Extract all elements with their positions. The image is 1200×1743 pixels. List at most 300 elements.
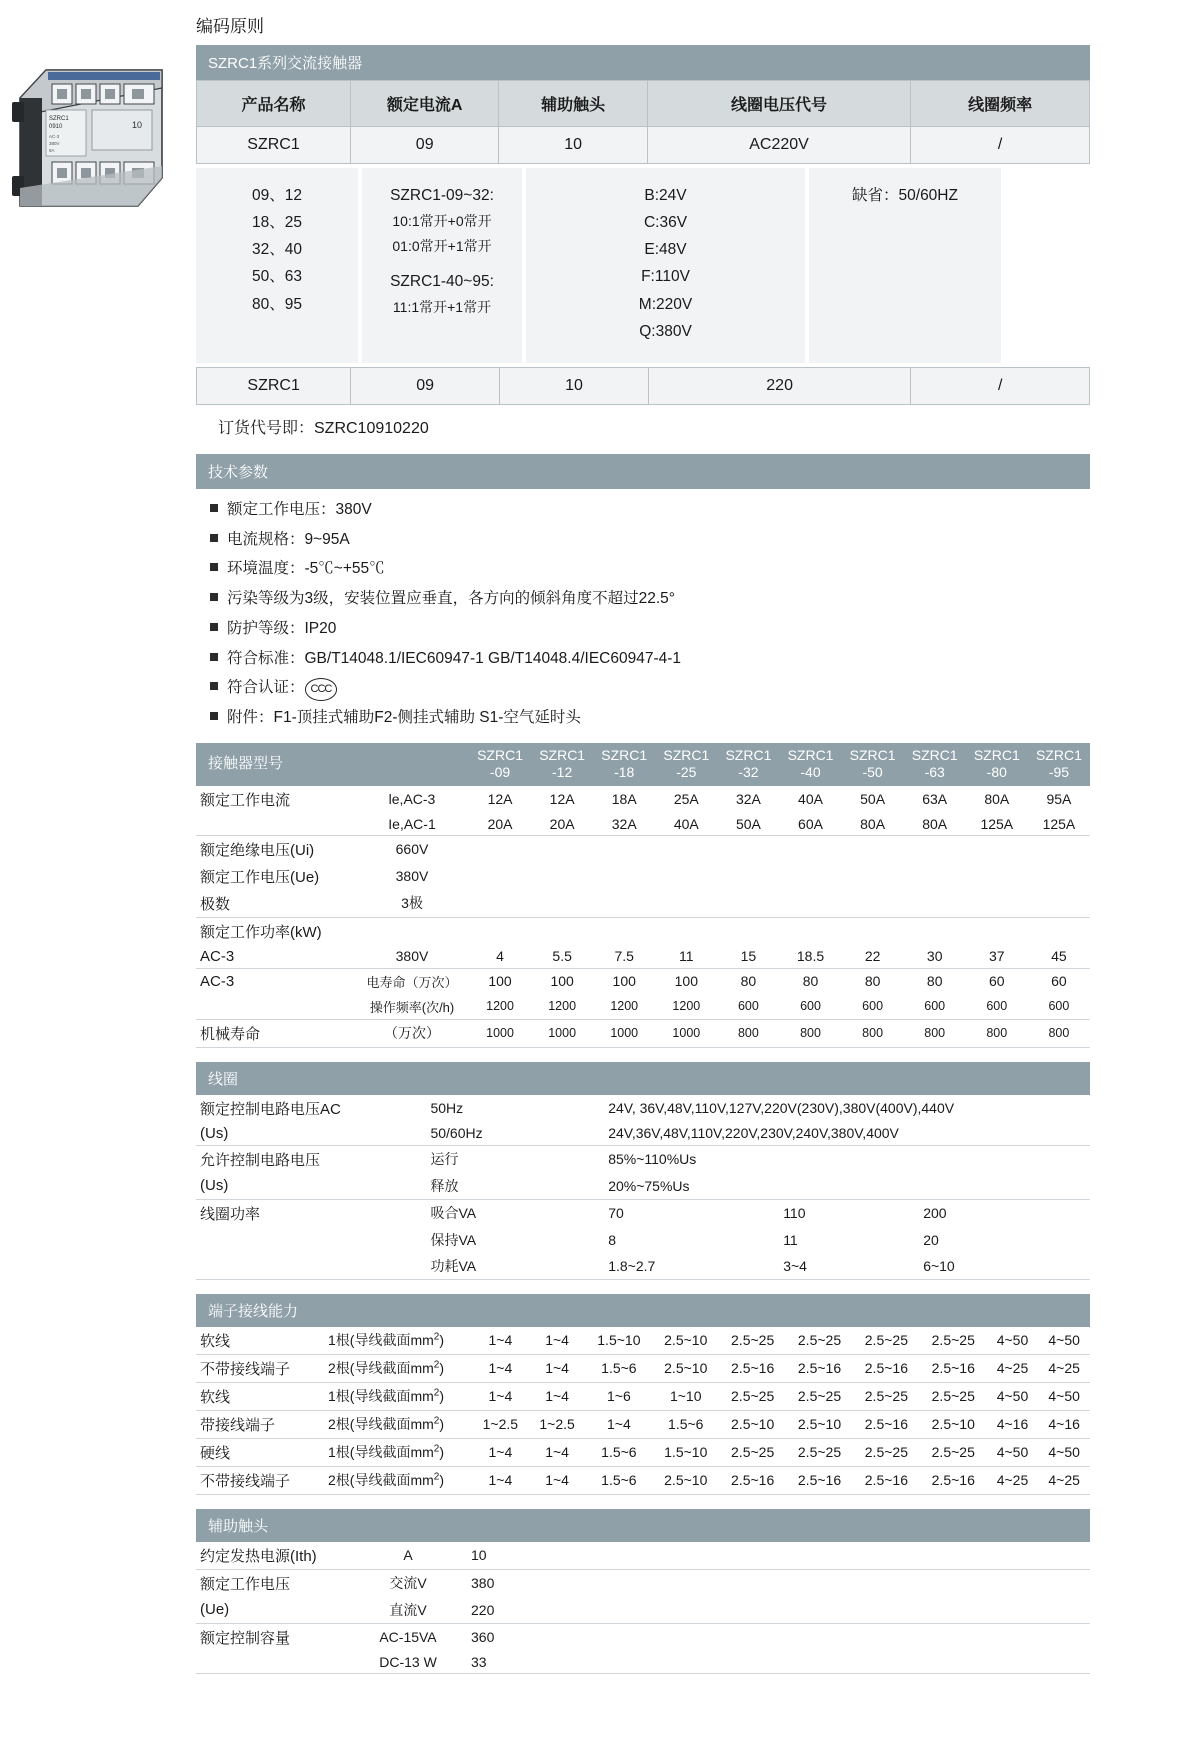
detail-aux-line: 10:1常开+0常开 bbox=[392, 213, 492, 230]
table-row bbox=[196, 786, 1090, 813]
cell: 80 bbox=[802, 973, 819, 990]
svg-text:0910: 0910 bbox=[49, 124, 63, 130]
cell: 2.5~25 bbox=[853, 1438, 920, 1466]
cell: 1~4 bbox=[529, 1466, 586, 1494]
cell: 2.5~25 bbox=[786, 1438, 853, 1466]
tech-spec-text: 额定工作电压：380V bbox=[227, 500, 372, 518]
cell: 4~16 bbox=[987, 1410, 1039, 1438]
cell: 660V bbox=[395, 841, 429, 858]
tech-spec-item bbox=[210, 525, 1090, 555]
cell: 4~50 bbox=[1038, 1438, 1090, 1466]
model-code: -18 bbox=[614, 764, 635, 781]
cell: 4~50 bbox=[987, 1438, 1039, 1466]
row-sub-label: 运行 bbox=[430, 1151, 459, 1168]
row-sub-label: 2根(导线截面mm bbox=[328, 1472, 434, 1489]
table-row bbox=[196, 1095, 1090, 1122]
row-sub-label: 380V bbox=[355, 945, 469, 969]
cell: 20 bbox=[923, 1231, 939, 1248]
cell: 2.5~16 bbox=[719, 1354, 786, 1382]
cell: 100 bbox=[674, 973, 698, 990]
cell: 380V bbox=[395, 868, 429, 885]
tech-spec-text: 符合认证： bbox=[227, 679, 305, 697]
tech-spec-item bbox=[210, 614, 1090, 644]
row-sub-sup: 2 bbox=[433, 1387, 440, 1399]
cell: 4~25 bbox=[1038, 1466, 1090, 1494]
cell: 2.5~25 bbox=[920, 1327, 987, 1355]
cell: 50A bbox=[717, 813, 779, 836]
tech-spec-item bbox=[210, 554, 1090, 584]
row-sub-sup: 2 bbox=[433, 1359, 440, 1371]
detail-current-line: 80、95 bbox=[252, 295, 302, 313]
main-table-row-header-label: 接触器型号 bbox=[196, 743, 355, 786]
cell: 800 bbox=[779, 1019, 841, 1047]
cell: 1200 bbox=[593, 994, 655, 1020]
model-code: -95 bbox=[1048, 764, 1070, 781]
row-label: 软线 bbox=[196, 1382, 324, 1410]
row-sub-label: 吸合VA bbox=[430, 1205, 477, 1222]
row-label: (Us) bbox=[196, 1122, 426, 1146]
table-row bbox=[196, 1597, 1090, 1624]
model-code: -25 bbox=[676, 764, 697, 781]
detail-freq-line: 缺省：50/60HZ bbox=[852, 187, 958, 204]
row-label bbox=[196, 1651, 349, 1674]
row-label: AC-3 bbox=[196, 945, 355, 969]
cell: 125A bbox=[966, 813, 1028, 836]
cell: 95A bbox=[1046, 791, 1072, 808]
cell: 1~4 bbox=[529, 1327, 586, 1355]
detail-aux-line: SZRC1-40~95: bbox=[390, 273, 494, 291]
row-sub-label: 1根(导线截面mm bbox=[328, 1388, 434, 1405]
cell: 30 bbox=[904, 945, 966, 969]
cell: 2.5~10 bbox=[652, 1466, 719, 1494]
cell: 4~50 bbox=[1038, 1382, 1090, 1410]
row-label bbox=[196, 1253, 426, 1280]
cell: 2.5~25 bbox=[786, 1327, 853, 1355]
row-sub-sup: 2 bbox=[433, 1331, 440, 1343]
bullet-square-icon bbox=[210, 712, 218, 720]
bullet-square-icon bbox=[210, 563, 218, 571]
model-name: SZRC1 bbox=[601, 746, 648, 763]
cell: 100 bbox=[488, 973, 512, 990]
cell: 1200 bbox=[531, 994, 593, 1020]
tech-spec-item bbox=[210, 673, 1090, 703]
model-name: SZRC1 bbox=[1035, 746, 1082, 763]
model-name: SZRC1 bbox=[973, 746, 1020, 763]
row-label: 硬线 bbox=[196, 1438, 324, 1466]
code-rule-example-cell: / bbox=[911, 127, 1090, 164]
model-name: SZRC1 bbox=[849, 746, 896, 763]
cell: 24V, 36V,48V,110V,127V,220V(230V),380V(400V),440V bbox=[608, 1100, 955, 1117]
row-label: 额定工作电压(Ue) bbox=[200, 868, 320, 886]
cell: 2.5~25 bbox=[920, 1438, 987, 1466]
cell: 100 bbox=[550, 973, 574, 990]
code-rule-example-cell: SZRC1 bbox=[197, 127, 351, 164]
table-row: 不带接线端子 2根(导线截面$mm^2$) 1~4 1~4 1.5~6 2.5~10 2.5~16 2.5~16 2.5~16 2.5~16 4~25 4~25 bbox=[196, 1354, 1090, 1382]
row-sub-label: Ie,AC-1 bbox=[355, 813, 469, 836]
cell: 600 bbox=[779, 994, 841, 1020]
row-sub-label: 1根(导线截面mm bbox=[328, 1332, 434, 1349]
model-code: -40 bbox=[800, 764, 821, 781]
cell: 1~6 bbox=[585, 1382, 652, 1410]
code-rule-header-row bbox=[197, 81, 1090, 127]
row-sub-label: AC-15VA bbox=[379, 1629, 437, 1646]
cell: 2.5~16 bbox=[786, 1354, 853, 1382]
coil-table bbox=[196, 1095, 1090, 1280]
model-code: -63 bbox=[924, 764, 945, 781]
bullet-square-icon bbox=[210, 682, 218, 690]
cell: 110 bbox=[783, 1205, 806, 1222]
row-sub-label: 2根(导线截面mm bbox=[328, 1416, 434, 1433]
tech-spec-text: 防护等级：IP20 bbox=[227, 619, 337, 637]
tech-spec-text: 污染等级为3级，安装位置应垂直，各方向的倾斜角度不超过22.5° bbox=[227, 590, 675, 607]
model-code: -32 bbox=[738, 764, 759, 781]
cell: 4~16 bbox=[1038, 1410, 1090, 1438]
cell: 2.5~16 bbox=[853, 1410, 920, 1438]
cell: 600 bbox=[717, 994, 779, 1020]
cell: 800 bbox=[842, 1019, 904, 1047]
cell: 2.5~10 bbox=[652, 1327, 719, 1355]
cell: 2.5~16 bbox=[920, 1466, 987, 1494]
cell: 4 bbox=[469, 945, 531, 969]
model-name: SZRC1 bbox=[725, 746, 772, 763]
cell: 1000 bbox=[531, 1019, 593, 1047]
bullet-square-icon bbox=[210, 623, 218, 631]
cell: 8 bbox=[608, 1231, 616, 1248]
table-row bbox=[196, 1122, 1090, 1146]
cell: 1.5~10 bbox=[585, 1327, 652, 1355]
detail-coil-line: Q:380V bbox=[639, 322, 692, 340]
row-label bbox=[196, 813, 355, 836]
cell: 1000 bbox=[655, 1019, 717, 1047]
product-photo bbox=[8, 52, 183, 232]
cell: 24V,36V,48V,110V,220V,230V,240V,380V,400V bbox=[604, 1122, 1090, 1146]
row-label: 额定工作电压 bbox=[200, 1575, 291, 1593]
cell: 80A bbox=[984, 791, 1010, 808]
cell: 12A bbox=[549, 791, 575, 808]
cell: 20A bbox=[469, 813, 531, 836]
cell: 85%~110%Us bbox=[608, 1151, 697, 1168]
cell: 15 bbox=[717, 945, 779, 969]
cell: 80A bbox=[904, 813, 966, 836]
cell: 1200 bbox=[469, 994, 531, 1020]
cell: 1.5~6 bbox=[585, 1354, 652, 1382]
cell: 2.5~16 bbox=[719, 1466, 786, 1494]
cell: 40A bbox=[655, 813, 717, 836]
code-rule-result-cell: 09 bbox=[351, 367, 500, 404]
cell: 3极 bbox=[355, 890, 469, 918]
cell: 6~10 bbox=[923, 1257, 955, 1274]
cell: 1~2.5 bbox=[472, 1410, 529, 1438]
cell: 60 bbox=[989, 973, 1005, 990]
table-row: 软线 1根(导线截面$mm^2$) 1~4 1~4 1~6 1~10 2.5~25 2.5~25 2.5~25 2.5~25 4~50 4~50 bbox=[196, 1382, 1090, 1410]
cell: 600 bbox=[842, 994, 904, 1020]
svg-text:10: 10 bbox=[132, 120, 143, 130]
cell: 100 bbox=[612, 973, 636, 990]
cell: 200 bbox=[923, 1205, 947, 1222]
cell: 800 bbox=[904, 1019, 966, 1047]
detail-current bbox=[196, 168, 358, 363]
cell: 20A bbox=[531, 813, 593, 836]
table-row bbox=[196, 890, 1090, 918]
svg-text:380V: 380V bbox=[49, 141, 60, 146]
cell: 380 bbox=[471, 1575, 495, 1592]
code-rule-detail-row bbox=[196, 168, 1090, 363]
cell: 1~10 bbox=[652, 1382, 719, 1410]
cell: 22 bbox=[842, 945, 904, 969]
cell: 2.5~25 bbox=[853, 1382, 920, 1410]
model-code: -12 bbox=[552, 764, 573, 781]
code-rule-header-cell: 线圈频率 bbox=[911, 81, 1090, 127]
table-row bbox=[196, 1145, 1090, 1173]
code-rule-example-cell: 10 bbox=[499, 127, 647, 164]
row-label: (Us) bbox=[196, 1173, 426, 1200]
detail-coil-line: F:110V bbox=[641, 268, 690, 286]
model-name: SZRC1 bbox=[663, 746, 710, 763]
main-table-model-header bbox=[196, 743, 1090, 786]
row-sub-label: 1根(导线截面mm bbox=[328, 1444, 434, 1461]
tech-spec-item bbox=[210, 703, 1090, 733]
document-page bbox=[0, 12, 1200, 1743]
row-sub-label: （万次） bbox=[355, 1019, 469, 1047]
cell: 1.8~2.7 bbox=[608, 1257, 656, 1274]
code-rule-header-cell: 额定电流A bbox=[350, 81, 498, 127]
svg-text:9A: 9A bbox=[49, 148, 55, 153]
row-label: (Ue) bbox=[196, 1597, 349, 1624]
detail-aux-line: 01:0常开+1常开 bbox=[392, 237, 492, 254]
row-label: 额定绝缘电压(Ui) bbox=[200, 841, 315, 859]
detail-current-line: 18、25 bbox=[252, 214, 302, 232]
tech-spec-item bbox=[210, 644, 1090, 674]
cell: 1~4 bbox=[529, 1354, 586, 1382]
cell: 2.5~10 bbox=[719, 1410, 786, 1438]
cell: 80 bbox=[864, 973, 881, 990]
table-row: 带接线端子 2根(导线截面$mm^2$) 1~2.5 1~2.5 1~4 1.5~6 2.5~10 2.5~10 2.5~16 2.5~10 4~16 4~16 bbox=[196, 1410, 1090, 1438]
cell: 1200 bbox=[655, 994, 717, 1020]
tech-spec-list bbox=[210, 495, 1090, 733]
bullet-square-icon bbox=[210, 534, 218, 542]
code-rule-result-row bbox=[197, 367, 1090, 404]
code-rule-example-cell: AC220V bbox=[647, 127, 910, 164]
code-rule-result-table bbox=[196, 367, 1090, 405]
row-label: 不带接线端子 bbox=[196, 1354, 324, 1382]
cell: 3~4 bbox=[783, 1257, 807, 1274]
detail-frequency bbox=[809, 168, 1001, 363]
cell: 37 bbox=[966, 945, 1028, 969]
table-row bbox=[196, 968, 1090, 994]
tech-spec-text: 环境温度：-5℃~+55℃ bbox=[227, 560, 385, 578]
code-rule-header-cell: 线圈电压代号 bbox=[647, 81, 910, 127]
table-row bbox=[196, 1199, 1090, 1227]
cell: 1.5~6 bbox=[585, 1438, 652, 1466]
row-label bbox=[196, 1227, 426, 1253]
row-label: 允许控制电路电压 bbox=[200, 1151, 321, 1169]
cell: 11 bbox=[655, 945, 717, 969]
page-title: 编码原则 bbox=[196, 17, 264, 36]
code-rule-result-cell: 220 bbox=[648, 367, 910, 404]
order-code-text: 订货代号即：SZRC10910220 bbox=[218, 419, 429, 437]
row-label bbox=[196, 994, 355, 1020]
table-row bbox=[196, 1173, 1090, 1200]
cell: 80 bbox=[926, 973, 943, 990]
row-label: 不带接线端子 bbox=[196, 1466, 324, 1494]
tech-spec-text: 电流规格：9~95A bbox=[227, 530, 350, 548]
cell: 60 bbox=[1051, 973, 1067, 990]
cell: 1.5~6 bbox=[585, 1466, 652, 1494]
row-sub-label: A bbox=[349, 1542, 467, 1570]
model-name: SZRC1 bbox=[539, 746, 586, 763]
cell: 2.5~10 bbox=[920, 1410, 987, 1438]
detail-current-line: 32、40 bbox=[252, 241, 302, 259]
code-rule-example-row bbox=[197, 127, 1090, 164]
tech-spec-item bbox=[210, 495, 1090, 525]
row-sub-sup: 2 bbox=[433, 1415, 440, 1427]
detail-coil-line: C:36V bbox=[643, 214, 688, 232]
model-name: SZRC1 bbox=[911, 746, 958, 763]
code-rule-result-cell: 10 bbox=[500, 367, 649, 404]
cell: 2.5~10 bbox=[652, 1354, 719, 1382]
cell: 4~25 bbox=[1038, 1354, 1090, 1382]
tech-spec-text: 附件：F1-顶挂式辅助F2-侧挂式辅助 S1-空气延时头 bbox=[227, 709, 581, 726]
main-parameter-table bbox=[196, 743, 1090, 1048]
row-sub-sup: 2 bbox=[433, 1471, 440, 1483]
tech-spec-text: 符合标准：GB/T14048.1/IEC60947-1 GB/T14048.4/IEC60947-4-1 bbox=[227, 649, 682, 667]
row-sub-label: 释放 bbox=[426, 1173, 604, 1200]
cell: 63A bbox=[922, 791, 948, 808]
row-sub-label: 直流V bbox=[349, 1597, 467, 1624]
cell: 2.5~25 bbox=[786, 1382, 853, 1410]
cell: 4~25 bbox=[987, 1354, 1039, 1382]
table-row: 硬线 1根(导线截面$mm^2$) 1~4 1~4 1.5~6 1.5~10 2.5~25 2.5~25 2.5~25 2.5~25 4~50 4~50 bbox=[196, 1438, 1090, 1466]
row-sub-label: 功耗VA bbox=[426, 1253, 604, 1280]
row-sub-label: 保持VA bbox=[430, 1231, 477, 1248]
aux-banner: 辅助触头 bbox=[196, 1509, 1090, 1542]
cell: 50A bbox=[860, 791, 886, 808]
code-rule-banner: SZRC1系列交流接触器 bbox=[196, 45, 1090, 80]
code-rule-header-cell: 辅助触头 bbox=[499, 81, 647, 127]
table-row bbox=[196, 863, 1090, 890]
cell: 10 bbox=[467, 1542, 1090, 1570]
cell: 2.5~16 bbox=[853, 1466, 920, 1494]
row-sub-label: 电寿命（万次） bbox=[366, 974, 458, 990]
row-label: AC-3 bbox=[200, 972, 235, 990]
code-rule-result-cell: SZRC1 bbox=[197, 367, 351, 404]
detail-coil-line: B:24V bbox=[644, 187, 687, 204]
cell: 1~4 bbox=[472, 1327, 529, 1355]
cell: 360 bbox=[471, 1629, 495, 1646]
detail-current-line: 50、63 bbox=[252, 268, 302, 286]
detail-current-line: 09、12 bbox=[252, 187, 302, 204]
table-row bbox=[196, 994, 1090, 1020]
cell: 800 bbox=[717, 1019, 779, 1047]
coil-banner: 线圈 bbox=[196, 1062, 1090, 1095]
cell: 2.5~16 bbox=[853, 1354, 920, 1382]
bullet-square-icon bbox=[210, 593, 218, 601]
model-code: -80 bbox=[986, 764, 1007, 781]
bullet-square-icon bbox=[210, 653, 218, 661]
cell: 4~25 bbox=[987, 1466, 1039, 1494]
cell: 1~4 bbox=[585, 1410, 652, 1438]
table-row bbox=[196, 945, 1090, 969]
row-label: 额定控制容量 bbox=[200, 1629, 291, 1647]
cell: 1.5~6 bbox=[652, 1410, 719, 1438]
tech-banner: 技术参数 bbox=[196, 454, 1090, 489]
model-code: -50 bbox=[862, 764, 883, 781]
row-sub-label: 50/60Hz bbox=[426, 1122, 604, 1146]
row-sub-label: DC-13 W bbox=[349, 1651, 467, 1674]
cell: 2.5~25 bbox=[719, 1438, 786, 1466]
cell: 1~4 bbox=[472, 1382, 529, 1410]
table-row bbox=[196, 1623, 1090, 1651]
cell: 1000 bbox=[593, 1019, 655, 1047]
cell: 125A bbox=[1028, 813, 1090, 836]
table-row bbox=[196, 813, 1090, 836]
table-row bbox=[196, 1253, 1090, 1280]
cell: 20%~75%Us bbox=[604, 1173, 1090, 1200]
cell: 1~4 bbox=[529, 1382, 586, 1410]
cell: 2.5~25 bbox=[920, 1382, 987, 1410]
cell: 1~2.5 bbox=[529, 1410, 586, 1438]
row-label: 带接线端子 bbox=[196, 1410, 324, 1438]
table-row: 软线 1根(导线截面$mm^2$) 1~4 1~4 1.5~10 2.5~10 2.5~25 2.5~25 2.5~25 2.5~25 4~50 4~50 bbox=[196, 1327, 1090, 1355]
terminal-table bbox=[196, 1327, 1090, 1495]
cell: 1~4 bbox=[529, 1438, 586, 1466]
cell: 4~50 bbox=[987, 1382, 1039, 1410]
model-code: -09 bbox=[489, 764, 511, 781]
ccc-certification-icon: CCC bbox=[305, 678, 338, 701]
cell: 2.5~10 bbox=[786, 1410, 853, 1438]
cell: 800 bbox=[966, 1019, 1028, 1047]
table-row: 不带接线端子 2根(导线截面$mm^2$) 1~4 1~4 1.5~6 2.5~10 2.5~16 2.5~16 2.5~16 2.5~16 4~25 4~25 bbox=[196, 1466, 1090, 1494]
tech-spec-item bbox=[210, 584, 1090, 614]
detail-aux-line: 11:1常开+1常开 bbox=[392, 299, 492, 316]
cell: 7.5 bbox=[593, 945, 655, 969]
cell: 1~4 bbox=[472, 1438, 529, 1466]
row-sub-label: 操作频率(次/h) bbox=[355, 994, 469, 1020]
cell: 80A bbox=[842, 813, 904, 836]
cell: 33 bbox=[467, 1651, 1090, 1674]
cell: 32A bbox=[593, 813, 655, 836]
model-name: SZRC1 bbox=[477, 746, 523, 763]
terminal-banner: 端子接线能力 bbox=[196, 1294, 1090, 1327]
cell: 32A bbox=[735, 791, 761, 808]
cell: 60A bbox=[779, 813, 841, 836]
cell: 1~4 bbox=[472, 1466, 529, 1494]
cell: 220 bbox=[467, 1597, 1090, 1624]
cell: 2.5~25 bbox=[719, 1382, 786, 1410]
row-label: 额定控制电路电压AC bbox=[200, 1100, 341, 1118]
row-label: 额定工作电流 bbox=[200, 791, 291, 809]
cell: 600 bbox=[966, 994, 1028, 1020]
table-row bbox=[196, 917, 1090, 945]
cell: 800 bbox=[1028, 1019, 1090, 1047]
cell: 1~4 bbox=[472, 1354, 529, 1382]
cell: 2.5~25 bbox=[719, 1327, 786, 1355]
cell: 1000 bbox=[469, 1019, 531, 1047]
cell: 1.5~10 bbox=[652, 1438, 719, 1466]
table-row bbox=[196, 1569, 1090, 1597]
detail-coil-voltage bbox=[526, 168, 805, 363]
cell: 4~50 bbox=[987, 1327, 1039, 1355]
cell: 18.5 bbox=[779, 945, 841, 969]
detail-coil-line: M:220V bbox=[638, 295, 693, 313]
cell: 45 bbox=[1028, 945, 1090, 969]
table-row bbox=[196, 1542, 1090, 1570]
svg-text:AC-3: AC-3 bbox=[49, 134, 60, 139]
row-label: 额定工作功率(kW) bbox=[200, 923, 322, 941]
detail-aux-line: SZRC1-09~32: bbox=[390, 187, 494, 204]
row-label: 极数 bbox=[196, 890, 355, 918]
cell: 600 bbox=[904, 994, 966, 1020]
